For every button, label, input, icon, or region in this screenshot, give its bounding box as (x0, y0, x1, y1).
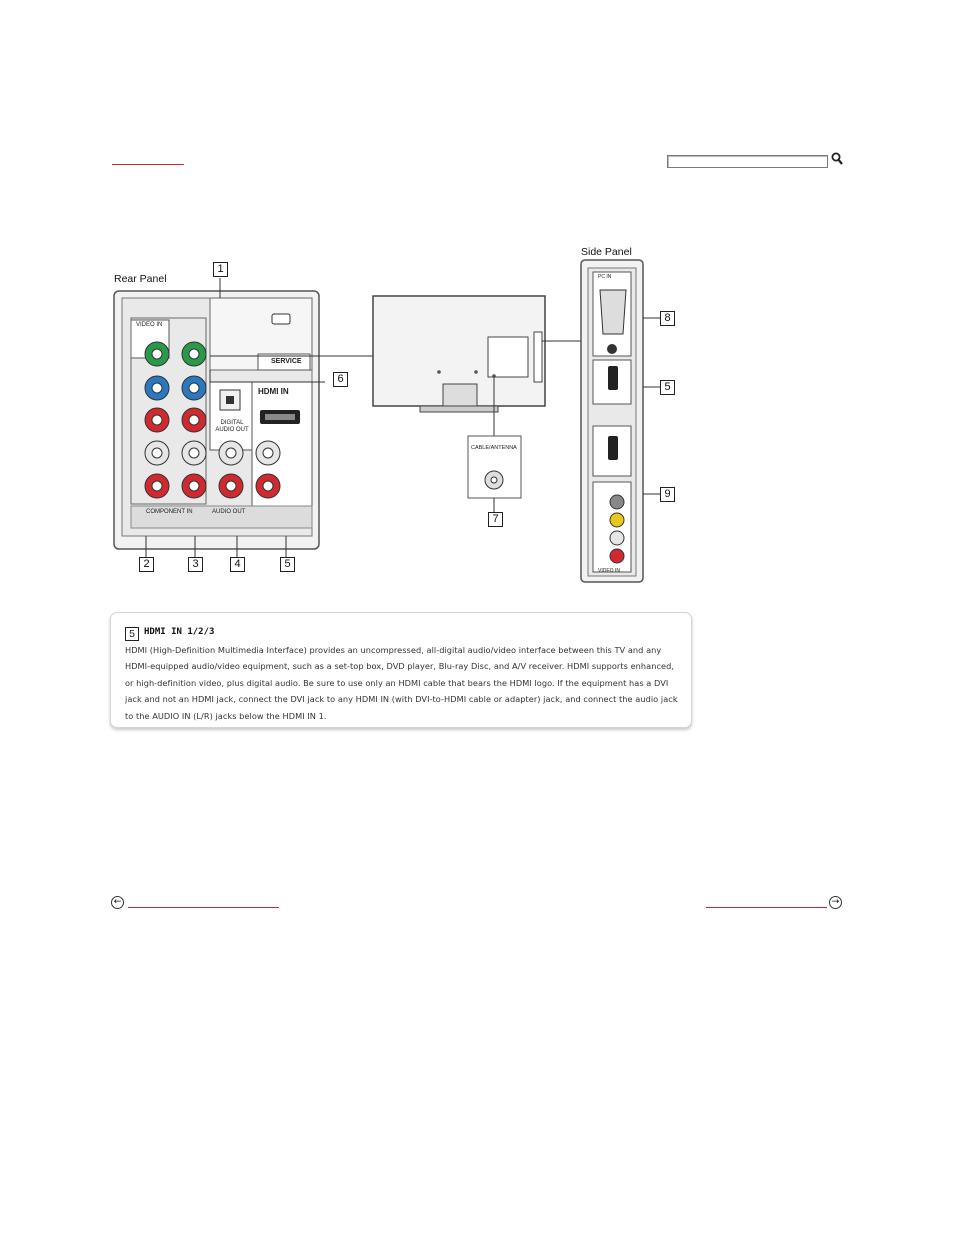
callout-9: 9 (660, 487, 675, 502)
next-page-link[interactable] (706, 897, 827, 908)
search-input[interactable] (667, 155, 828, 168)
hdmi-in-label: HDMI IN (258, 387, 289, 396)
callout-6: 6 (333, 372, 348, 387)
component-in-label: COMPONENT IN (146, 509, 193, 515)
service-label: SERVICE (271, 358, 302, 365)
connection-diagram (100, 240, 690, 600)
description-body: HDMI (High-Definition Multimedia Interface) provides an uncompressed, all-digital audio/video interface between this TV and any HDMI-equipped audio/video equipment, such as a set-top box, DVD player, Blu-ray Disc, and A/V receiver. HDMI supports enhanced, or high-definition video, plus digital audio. Be sure to use only an HDMI cable that bears the HDMI logo. If the equipment has a DVI jack and not an HDMI jack, connect the DVI jack to any HDMI IN (with DVI-to-HDMI cable or adapter) jack, and connect the audio jack to the AUDIO IN (L/R) jacks below the HDMI IN 1. (125, 645, 678, 721)
callout-7: 7 (488, 512, 503, 527)
video-in-label: VIDEO IN (136, 322, 163, 328)
callout-5-side: 5 (660, 380, 675, 395)
side-panel-label: Side Panel (581, 246, 632, 258)
callout-3: 3 (188, 557, 203, 572)
video-in-side-label: VIDEO IN (598, 568, 620, 574)
top-left-link[interactable] (112, 154, 184, 165)
description-panel (110, 612, 692, 728)
callout-2: 2 (139, 557, 154, 572)
callout-4: 4 (230, 557, 245, 572)
callout-5: 5 (280, 557, 295, 572)
rear-panel-label: Rear Panel (114, 273, 167, 285)
description-number: 5 (125, 627, 139, 641)
search-button[interactable] (830, 151, 844, 167)
diagram-graphics (100, 240, 690, 600)
audio-out-label: AUDIO OUT (212, 509, 246, 515)
description-title: HDMI IN 1/2/3 (144, 627, 215, 637)
arrow-right-circle-icon[interactable]: → (829, 896, 842, 909)
arrow-left-circle-icon[interactable]: ← (111, 896, 124, 909)
magnifier-icon (830, 151, 844, 167)
cable-antenna-label: CABLE/ANTENNA (471, 445, 517, 451)
callout-8: 8 (660, 311, 675, 326)
prev-page-link[interactable] (128, 897, 279, 908)
callout-1: 1 (213, 262, 228, 277)
pc-in-label: PC IN (598, 274, 612, 280)
digital-audio-out-label: DIGITAL AUDIO OUT (215, 420, 249, 433)
